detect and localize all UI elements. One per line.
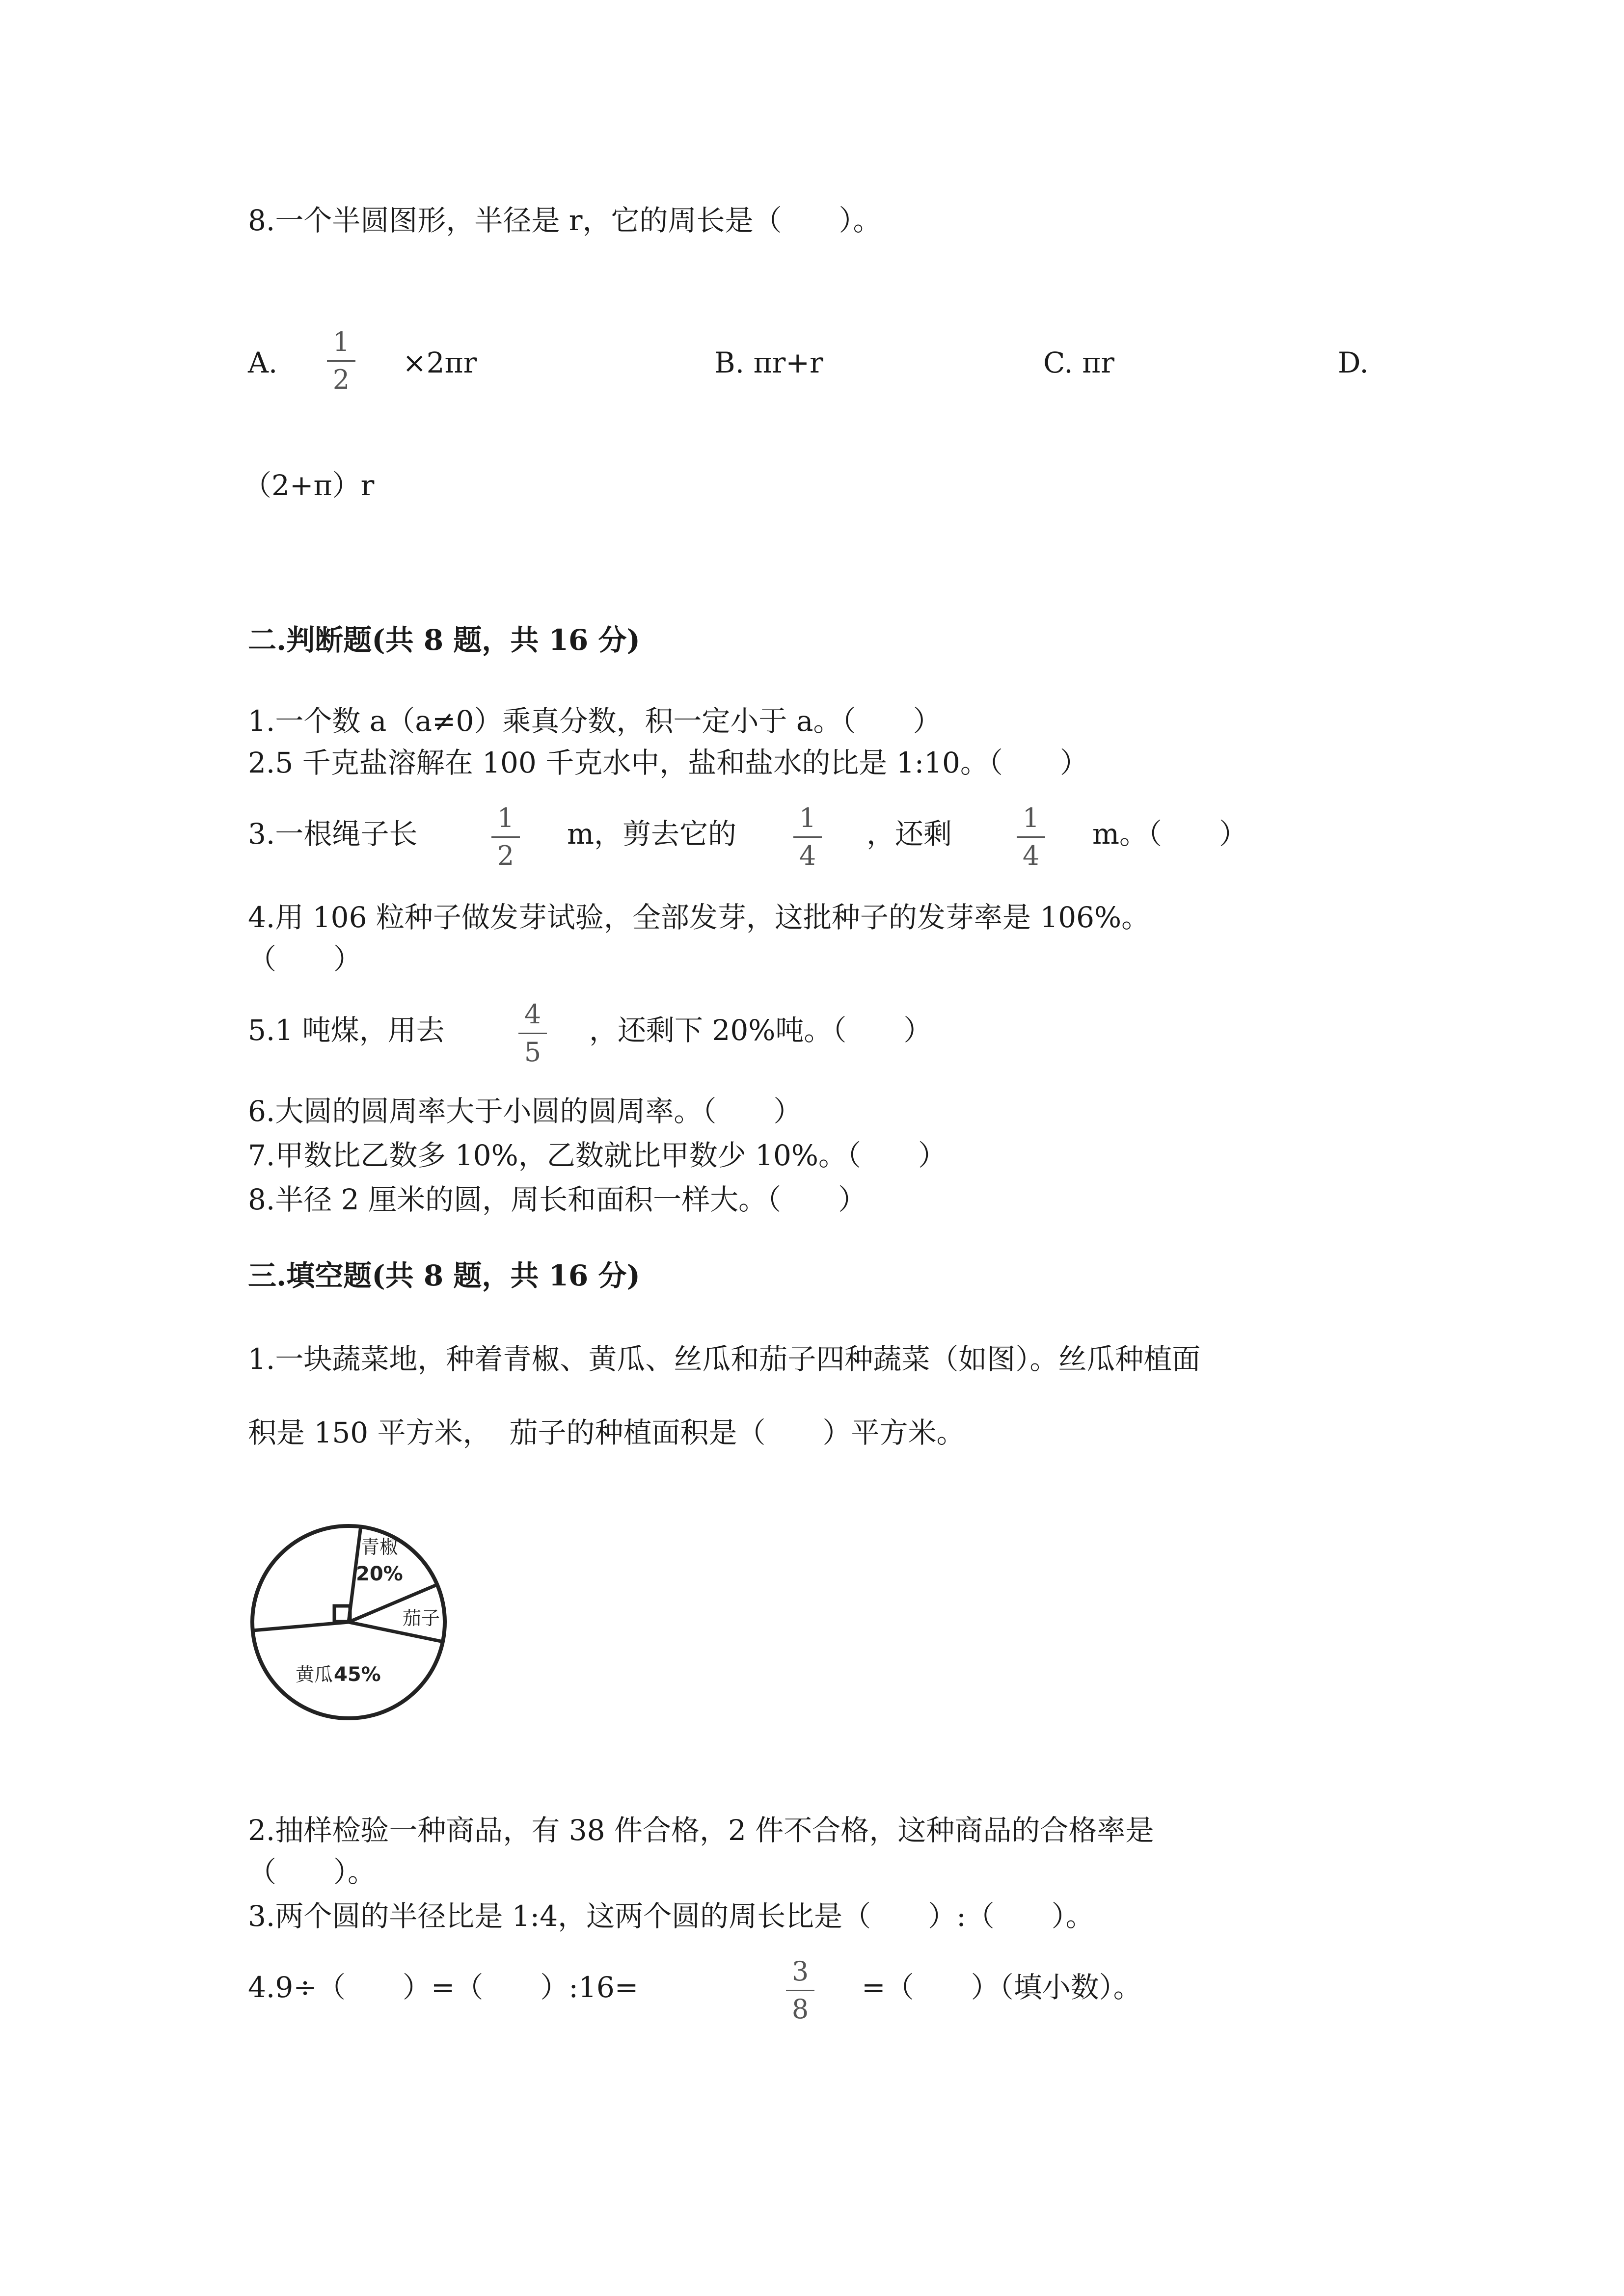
fraction-numerator: 1 (1022, 802, 1040, 833)
fraction-denominator: 8 (791, 1994, 809, 2025)
judge-item-3-part3: ，还剩 (866, 817, 952, 851)
judge-item-3-part2: m，剪去它的 (567, 817, 736, 851)
fraction-bar (1017, 836, 1045, 838)
q8-option-d-text: （2+π）r (243, 469, 375, 502)
judge-item-3-fraction-3 (1014, 802, 1048, 871)
judge-item-5-part1: 5.1 吨煤，用去 (248, 1014, 445, 1047)
q8-option-a-fraction (324, 326, 358, 395)
judge-item-3-part4: m。（ ） (1092, 817, 1247, 851)
fraction-denominator: 4 (1022, 840, 1040, 871)
vegetable-pie-chart (250, 1522, 457, 1728)
slice-label-qingjiao: 青椒 (361, 1536, 399, 1558)
judge-item-3-part1: 3.一根绳子长 (248, 817, 418, 851)
judge-item-2: 2.5 千克盐溶解在 100 千克水中，盐和盐水的比是 1:10。（ ） (248, 746, 1088, 779)
section2-title: 二.判断题(共 8 题，共 16 分) (248, 623, 640, 657)
judge-item-7: 7.甲数比乙数多 10%，乙数就比甲数少 10%。（ ） (248, 1139, 947, 1172)
slice-value-huanggua: 45% (334, 1663, 381, 1686)
fill-q4-fraction (783, 1958, 817, 2023)
fraction-denominator: 2 (332, 364, 350, 395)
judge-item-5-fraction (515, 1001, 550, 1066)
judge-item-3-fraction-1 (488, 802, 523, 871)
judge-item-4-line1: 4.用 106 粒种子做发芽试验，全部发芽，这批种子的发芽率是 106%。 (248, 901, 1150, 934)
fraction-denominator: 2 (497, 840, 514, 871)
fill-q3: 3.两个圆的半径比是 1:4，这两个圆的周长比是（ ）:（ ）。 (248, 1899, 1094, 1933)
fraction-denominator: 5 (524, 1037, 541, 1068)
fraction-bar (491, 836, 520, 838)
fill-q4-part1: 4.9÷（ ）=（ ）:16= (248, 1971, 639, 2004)
judge-item-3-fraction-2 (790, 802, 825, 871)
fraction-numerator: 1 (497, 802, 514, 833)
q8-stem: 8.一个半圆图形，半径是 r，它的周长是（ ）。 (248, 204, 882, 237)
fraction-numerator: 4 (524, 999, 541, 1030)
q8-option-c: C. πr (1043, 346, 1115, 379)
fraction-bar (786, 1990, 814, 1991)
judge-item-1: 1.一个数 a（a≠0）乘真分数，积一定小于 a。（ ） (248, 704, 942, 738)
q8-option-b: B. πr+r (714, 346, 823, 379)
slice-value-qingjiao: 20% (356, 1563, 403, 1585)
fill-q1-line1: 1.一块蔬菜地，种着青椒、黄瓜、丝瓜和茄子四种蔬菜（如图）。丝瓜种植面 (248, 1342, 1201, 1376)
judge-item-8: 8.半径 2 厘米的圆，周长和面积一样大。（ ） (248, 1183, 867, 1216)
q8-option-a-label: A. (248, 346, 278, 379)
slice-label-huanggua: 黄瓜 (296, 1664, 333, 1685)
judge-item-4-line2: （ ） (248, 942, 362, 976)
fraction-denominator: 4 (799, 840, 816, 871)
fraction-numerator: 1 (799, 802, 816, 833)
fraction-bar (518, 1033, 547, 1034)
q8-option-a-text: ×2πr (403, 346, 477, 379)
fraction-numerator: 1 (332, 326, 350, 357)
fraction-bar (327, 360, 355, 362)
judge-item-5-part2: ，还剩下 20%吨。（ ） (589, 1014, 932, 1047)
judge-item-6: 6.大圆的圆周率大于小圆的圆周率。（ ） (248, 1095, 802, 1128)
q8-option-d-label: D. (1338, 346, 1369, 379)
fraction-bar (793, 836, 822, 838)
fill-q2-line1: 2.抽样检验一种商品，有 38 件合格，2 件不合格，这种商品的合格率是 (248, 1814, 1154, 1847)
fraction-numerator: 3 (791, 1956, 809, 1987)
fill-q4-part2: =（ ）（填小数）。 (862, 1971, 1142, 2004)
fill-q1-line2: 积是 150 平方米， 茄子的种植面积是（ ）平方米。 (248, 1416, 965, 1449)
slice-label-qiezi: 茄子 (403, 1607, 440, 1629)
fill-q2-line2: （ ）。 (248, 1855, 377, 1889)
section3-title: 三.填空题(共 8 题，共 16 分) (248, 1259, 640, 1292)
